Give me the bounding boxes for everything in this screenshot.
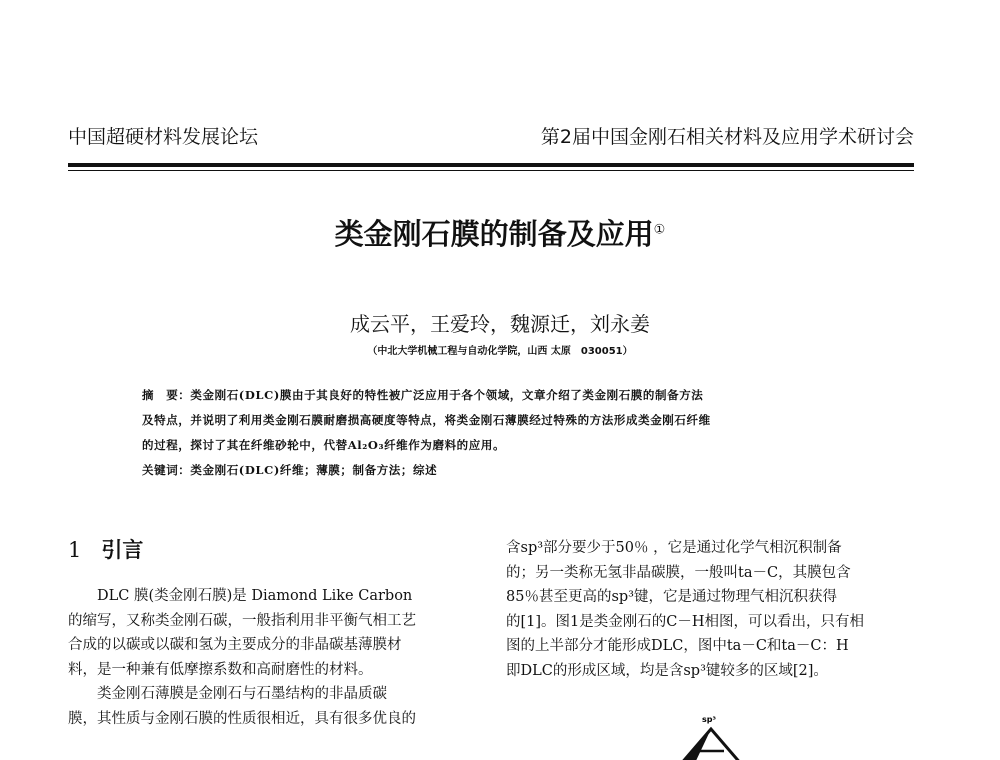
- paragraph-line: 膜，其性质与金刚石膜的性质很相近，具有很多优良的: [68, 710, 416, 727]
- figure-top-label: sp³: [702, 715, 716, 724]
- paragraph-line: 即DLC的形成区域，均是含sp³键较多的区域[2]。: [506, 662, 828, 679]
- running-header-left: 中国超硬材料发展论坛: [68, 126, 259, 148]
- paragraph-line: 类金刚石薄膜是金刚石与石墨结构的非晶质碳: [68, 686, 387, 702]
- ternary-phase-diagram: [640, 705, 760, 760]
- title-text: 类金刚石膜的制备及应用: [334, 217, 654, 251]
- section-title: 引言: [101, 538, 144, 562]
- paragraph-line: 的缩写，又称类金刚石碳，一般指利用非平衡气相工艺: [68, 612, 416, 629]
- paragraph-line: DLC 膜(类金刚石膜)是 Diamond Like Carbon: [68, 588, 413, 604]
- keywords: 关键词：类金刚石(DLC)纤维；薄膜；制备方法；综述: [142, 463, 438, 477]
- paragraph-line: 的[1]。图1是类金刚石的C－H相图，可以看出，只有相: [506, 613, 865, 630]
- abstract-line: 及特点，并说明了利用类金刚石膜耐磨损高硬度等特点，将类金刚石薄膜经过特殊的方法形成类金刚石纤维: [142, 413, 711, 427]
- title-footnote-mark: ①: [653, 222, 666, 238]
- paragraph-line: 图的上半部分才能形成DLC，图中ta－C和ta－C：H: [506, 638, 849, 654]
- left-column: [68, 584, 473, 731]
- paragraph-line: 料，是一种兼有低摩擦系数和高耐磨性的材料。: [68, 661, 373, 678]
- paragraph-line: 85％甚至更高的sp³键，它是通过物理气相沉积获得: [506, 589, 837, 605]
- abstract-line: 的过程，探讨了其在纤维砂轮中，代替Al₂O₃纤维作为磨料的应用。: [142, 438, 506, 452]
- paper-title: [0, 212, 1000, 253]
- paragraph-line: 含sp³部分要少于50％ ，它是通过化学气相沉积制备: [506, 540, 842, 556]
- header-rule-thin: [68, 170, 914, 171]
- right-column: [506, 536, 914, 683]
- running-header-right: 第2届中国金刚石相关材料及应用学术研讨会: [540, 126, 914, 148]
- affiliation: （中北大学机械工程与自动化学院，山西 太原 030051）: [367, 346, 633, 357]
- authors: 成云平，王爱玲，魏源迁，刘永姜: [350, 312, 650, 336]
- paragraph-line: 的；另一类称无氢非晶碳膜，一般叫ta－C，其膜包含: [506, 564, 851, 581]
- abstract-line: 摘 要：类金刚石(DLC)膜由于其良好的特性被广泛应用于各个领域，文章介绍了类金刚石膜的制备方法: [142, 388, 704, 402]
- header-rule-thick: [68, 163, 914, 167]
- paragraph-line: 合成的以碳或以碳和氢为主要成分的非晶碳基薄膜材: [68, 637, 402, 653]
- section-heading: [68, 534, 143, 564]
- section-number: 1: [68, 538, 82, 562]
